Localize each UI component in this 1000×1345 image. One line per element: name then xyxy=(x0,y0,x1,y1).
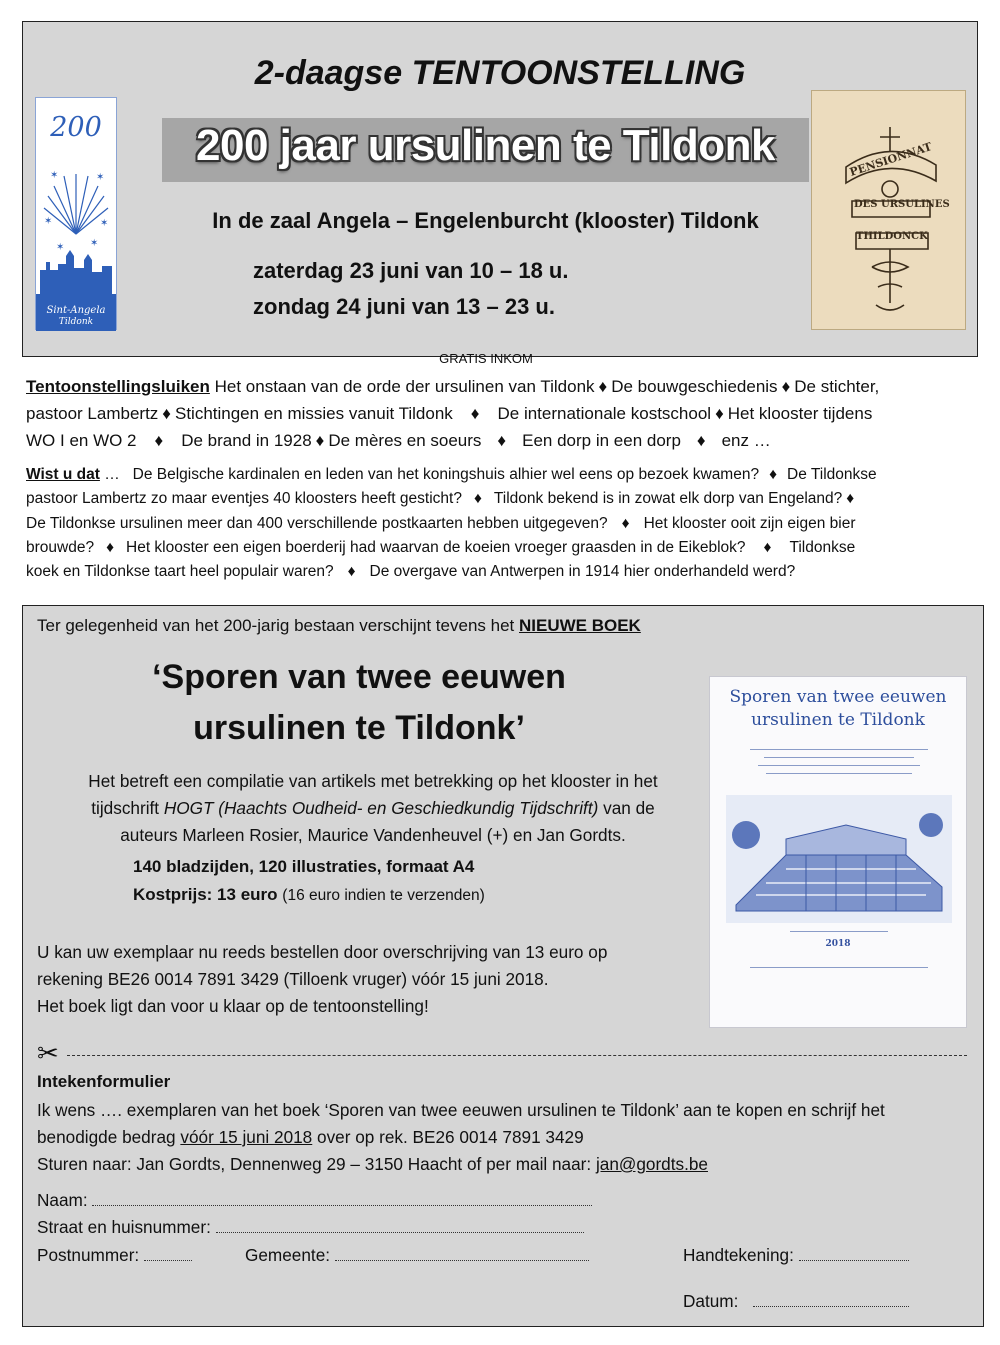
book-specs: 140 bladzijden, 120 illustraties, formaat A4 xyxy=(133,857,475,876)
svg-text:✶: ✶ xyxy=(44,216,53,227)
price-label: Kostprijs: 13 euro xyxy=(133,885,278,904)
order-line2: rekening BE26 0014 7891 3429 (Tilloenk vruger) vóór 15 juni 2018. xyxy=(37,969,549,989)
postal-input-line[interactable] xyxy=(144,1248,192,1261)
seal-line3: THILDONCK xyxy=(856,231,928,242)
desc-text: tijdschrift xyxy=(91,798,160,818)
deadline: vóór 15 juni 2018 xyxy=(180,1127,313,1147)
sections-line2: pastoor Lambertz ♦ Stichtingen en missies vanuit Tildonk ♦ De internationale kostschool ♦ Het klooster tijdens xyxy=(26,404,873,423)
book-description-line2 xyxy=(37,795,709,822)
dyk-line5: koek en Tildonkse taart heel populair waren? ♦ De overgave van Antwerpen in 1914 hier onderhandeld werd? xyxy=(26,563,796,581)
form-line1: Ik wens …. exemplaren van het boek ‘Sporen van twee eeuwen ursulinen te Tildonk’ aan te kopen en schrijf het xyxy=(37,1100,885,1120)
exhibition-title: 200 jaar ursulinen te Tildonk xyxy=(196,121,775,170)
section-item: Een dorp in een dorp xyxy=(522,431,681,450)
section-item: De mères en soeurs xyxy=(328,431,482,450)
form-title: Intekenformulier xyxy=(37,1072,171,1091)
admission-note: GRATIS INKOM xyxy=(439,351,533,366)
form-text: Sturen naar: Jan Gordts, Dennenweg 29 – 3150 Haacht of per mail naar: xyxy=(37,1154,592,1174)
street-field[interactable] xyxy=(37,1214,584,1241)
dyk-item: Het klooster ooit zijn eigen bier xyxy=(643,514,856,532)
section-item: De stichter, xyxy=(794,377,880,396)
exhibition-heading: 2-daagse TENTOONSTELLING xyxy=(254,54,746,92)
occasion-text xyxy=(37,616,641,636)
price-note: (16 euro indien te verzenden) xyxy=(282,887,485,904)
logo-number: 200 xyxy=(50,112,102,143)
desc-text: van de xyxy=(603,798,655,818)
form-text: over op rek. BE26 0014 7891 3429 xyxy=(317,1127,584,1147)
signature-field[interactable] xyxy=(683,1242,909,1269)
date-saturday: zaterdag 23 juni van 10 – 18 u. xyxy=(253,258,569,283)
order-line3: Het boek ligt dan voor u klaar op de tentoonstelling! xyxy=(37,996,429,1016)
venue-text: In de zaal Angela – Engelenburcht (klooster) Tildonk xyxy=(212,208,759,233)
new-book-label: NIEUWE BOEK xyxy=(519,616,641,635)
did-you-know xyxy=(26,463,980,584)
svg-text:✶: ✶ xyxy=(96,172,105,183)
street-input-line[interactable] xyxy=(216,1220,584,1233)
sections-line1: Tentoonstellingsluiken Het onstaan van de orde der ursulinen van Tildonk ♦ De bouwgeschiedenis ♦ De stichter, xyxy=(26,377,880,396)
scissors-icon: ✂ xyxy=(37,1038,59,1068)
dyk-ellipsis: … xyxy=(104,466,120,483)
seal-line2: DES URSULINES xyxy=(854,199,950,210)
cover-text-line xyxy=(750,967,928,968)
book-title-line1: ‘Sporen van twee eeuwen xyxy=(152,658,566,696)
form-line3 xyxy=(37,1151,708,1178)
street-label: Straat en huisnummer: xyxy=(37,1217,211,1237)
svg-text:✶: ✶ xyxy=(50,170,59,181)
dyk-line4: brouwde? ♦ Het klooster een eigen boerderij had waarvan de koeien vroeger graasden in de Eikeblok? ♦ Tildonkse xyxy=(26,538,856,556)
date-sunday: zondag 24 juni van 13 – 23 u. xyxy=(253,294,555,319)
cover-title-line1: Sporen van twee eeuwen xyxy=(729,687,947,707)
cover-text-line xyxy=(764,757,914,758)
dyk-item: Tildonk bekend is in zowat elk dorp van Engeland? xyxy=(493,490,843,508)
cover-text-line xyxy=(766,773,912,774)
book-price xyxy=(133,885,485,905)
signature-input-line[interactable] xyxy=(799,1248,909,1261)
dyk-line3: De Tildonkse ursulinen meer dan 400 verschillende postkaarten hebben uitgegeven? ♦ Het klooster ooit zijn eigen bier xyxy=(26,514,856,532)
name-input-line[interactable] xyxy=(92,1193,592,1206)
dyk-label: Wist u dat xyxy=(26,466,100,483)
seal-line1: PENSIONNAT xyxy=(848,140,934,179)
city-field[interactable] xyxy=(245,1242,589,1269)
book-title-line2: ursulinen te Tildonk’ xyxy=(193,709,525,747)
book-announcement xyxy=(22,605,984,1327)
section-item: De bouwgeschiedenis xyxy=(611,377,778,396)
cover-year: 2018 xyxy=(825,939,851,949)
dyk-item: brouwde? xyxy=(26,538,95,556)
svg-text:✶: ✶ xyxy=(90,238,99,249)
date-input-line[interactable] xyxy=(753,1294,909,1307)
section-item: WO I en WO 2 xyxy=(26,431,137,450)
name-field[interactable] xyxy=(37,1187,592,1214)
cross-emblem-icon xyxy=(812,91,967,331)
date-label: Datum: xyxy=(683,1291,739,1311)
dyk-item: De Belgische kardinalen en leden van het koningshuis alhier wel eens op bezoek kwamen? xyxy=(132,466,760,483)
sections-label: Tentoonstellingsluiken xyxy=(26,377,210,396)
signature-label: Handtekening: xyxy=(683,1245,794,1265)
order-line1: U kan uw exemplaar nu reeds bestellen door overschrijving van 13 euro op xyxy=(37,942,608,962)
journal-name: HOGT (Haachts Oudheid- en Geschiedkundig Tijdschrift) xyxy=(163,798,599,818)
form-line2 xyxy=(37,1124,584,1151)
form-text: benodigde bedrag xyxy=(37,1127,176,1147)
logo-caption-line2: Tildonk xyxy=(58,317,94,327)
dyk-line2: pastoor Lambertz zo maar eventjes 40 kloosters heeft gesticht? ♦ Tildonk bekend is in zowat elk dorp van Engeland? ♦ xyxy=(26,490,855,508)
cover-text-line xyxy=(750,749,928,752)
section-item: enz … xyxy=(721,431,771,450)
section-item: pastoor Lambertz xyxy=(26,404,159,423)
date-field[interactable] xyxy=(683,1288,909,1315)
book-description-line1: Het betreft een compilatie van artikels met betrekking op het klooster in het xyxy=(88,771,658,791)
dyk-line1: Wist u dat … De Belgische kardinalen en leden van het koningshuis alhier wel eens op bezoek kwamen? ♦ De Tildonkse xyxy=(26,466,877,483)
fireworks-icon xyxy=(40,164,112,294)
city-input-line[interactable] xyxy=(335,1248,589,1261)
cover-text-line xyxy=(790,931,888,932)
svg-text:✶: ✶ xyxy=(100,218,109,229)
email-link[interactable]: jan@gordts.be xyxy=(595,1154,708,1174)
cover-title-line2: ursulinen te Tildonk xyxy=(751,710,925,730)
postal-field[interactable] xyxy=(37,1242,192,1269)
section-item: Stichtingen en missies vanuit Tildonk xyxy=(174,404,453,423)
logo-caption-line1: Sint-Angela xyxy=(46,305,106,316)
section-item: De brand in 1928 xyxy=(181,431,312,450)
dyk-item: koek en Tildonkse taart heel populair waren? xyxy=(26,563,334,581)
exhibition-banner xyxy=(22,21,978,366)
city-label: Gemeente: xyxy=(245,1245,331,1265)
cut-line xyxy=(67,1055,967,1056)
exhibition-sections xyxy=(26,373,980,454)
anniversary-logo xyxy=(35,97,117,330)
dyk-item: De Tildonkse ursulinen meer dan 400 verschillende postkaarten hebben uitgegeven? xyxy=(26,514,608,532)
name-label: Naam: xyxy=(37,1190,88,1210)
dyk-item: Het klooster een eigen boerderij had waarvan de koeien vroeger graasden in de Eikeblok? xyxy=(126,538,746,556)
postal-label: Postnummer: xyxy=(37,1245,140,1265)
cover-text-line xyxy=(758,765,920,766)
book-cover xyxy=(709,676,967,1028)
section-item: De internationale kostschool xyxy=(497,404,712,423)
book-description-line3: auteurs Marleen Rosier, Maurice Vandenheuvel (+) en Jan Gordts. xyxy=(120,825,626,845)
boarding-school-seal xyxy=(811,90,966,330)
dyk-item: Tildonkse xyxy=(789,538,856,556)
svg-text:✶: ✶ xyxy=(56,242,65,253)
dyk-item: De overgave van Antwerpen in 1914 hier onderhandeld werd? xyxy=(369,563,796,581)
sections-line3: WO I en WO 2 ♦ De brand in 1928 ♦ De mères en soeurs ♦ Een dorp in een dorp ♦ enz … xyxy=(26,431,771,450)
convent-engraving-icon xyxy=(726,795,952,923)
dyk-item: pastoor Lambertz zo maar eventjes 40 kloosters heeft gesticht? xyxy=(26,490,462,508)
occasion-intro: Ter gelegenheid van het 200-jarig bestaan verschijnt tevens het xyxy=(37,616,515,635)
dyk-item: De Tildonkse xyxy=(787,466,877,483)
section-intro: Het onstaan van de orde der ursulinen van Tildonk xyxy=(214,377,595,396)
section-item: Het klooster tijdens xyxy=(727,404,873,423)
